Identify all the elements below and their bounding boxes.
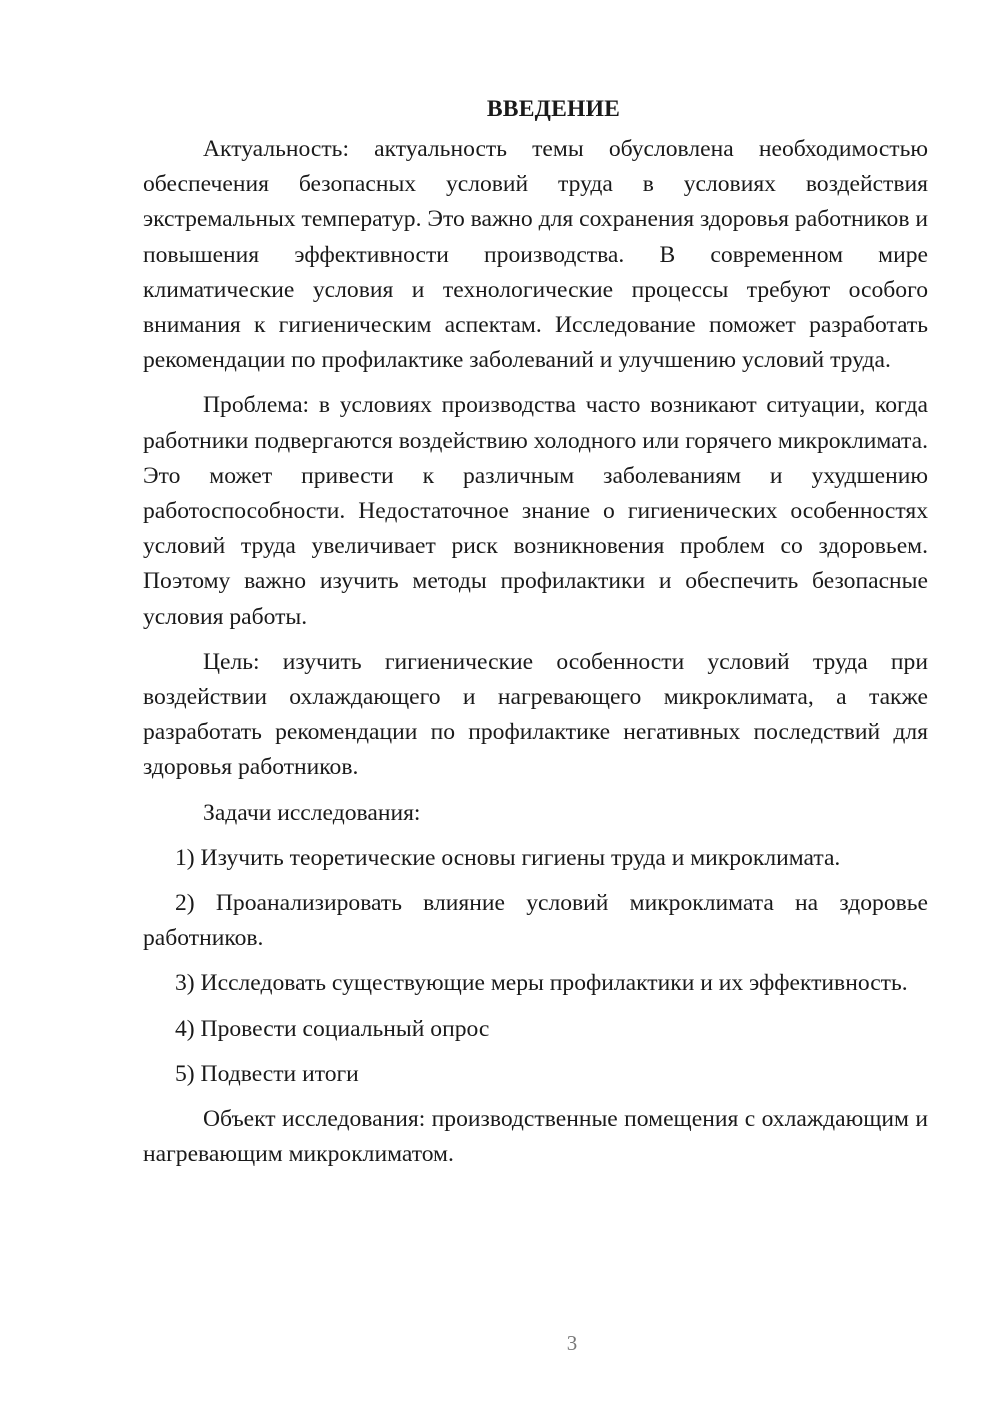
task-item-1: 1) Изучить теоретические основы гигиены труда и микроклимата. [175,844,841,871]
paragraph-goal: Цель: изучить гигиенические особенности условий труда при воздействии охлаждающего и нагревающего микроклимата, а также разработать рекомендации по профилактике негативных последствий для здоровья работников. [143,648,928,781]
paragraph-relevance: Актуальность: актуальность темы обусловлена необходимостью обеспечения безопасных условий труда в условиях воздействия экстремальных температур. Это важно для сохранения здоровья работников и повышения эффективности производства. В современном мире климатические условия и технологические процессы требуют особого внимания к гигиеническим аспектам. Исследование поможет разработать рекомендации по профилактике заболеваний и улучшению условий труда. [143,136,928,374]
task-item-4: 4) Провести социальный опрос [175,1015,490,1042]
task-item-2: 2) Проанализировать влияние условий микроклимата на здоровье работников. [143,890,928,952]
page-number: 3 [566,1331,578,1355]
document-page [143,92,928,1182]
task-item-3: 3) Исследовать существующие меры профилактики и их эффективность. [175,970,908,997]
document-title: ВВЕДЕНИЕ [486,96,621,122]
paragraph-problem: Проблема: в условиях производства часто возникают ситуации, когда работники подвергаются воздействию холодного или горячего микроклимата. Это может привести к различным заболеваниям и ухудшению работоспособности. Недостаточное знание о гигиенических особенностях условий труда увеличивает риск возникновения проблем со здоровьем. Поэтому важно изучить методы профилактики и обеспечить безопасные условия работы. [143,392,928,630]
paragraph-object: Объект исследования: производственные помещения с охлаждающим и нагревающим микроклиматом. [143,1106,928,1168]
task-item-5: 5) Подвести итоги [175,1060,359,1087]
tasks-heading: Задачи исследования: [203,799,421,826]
